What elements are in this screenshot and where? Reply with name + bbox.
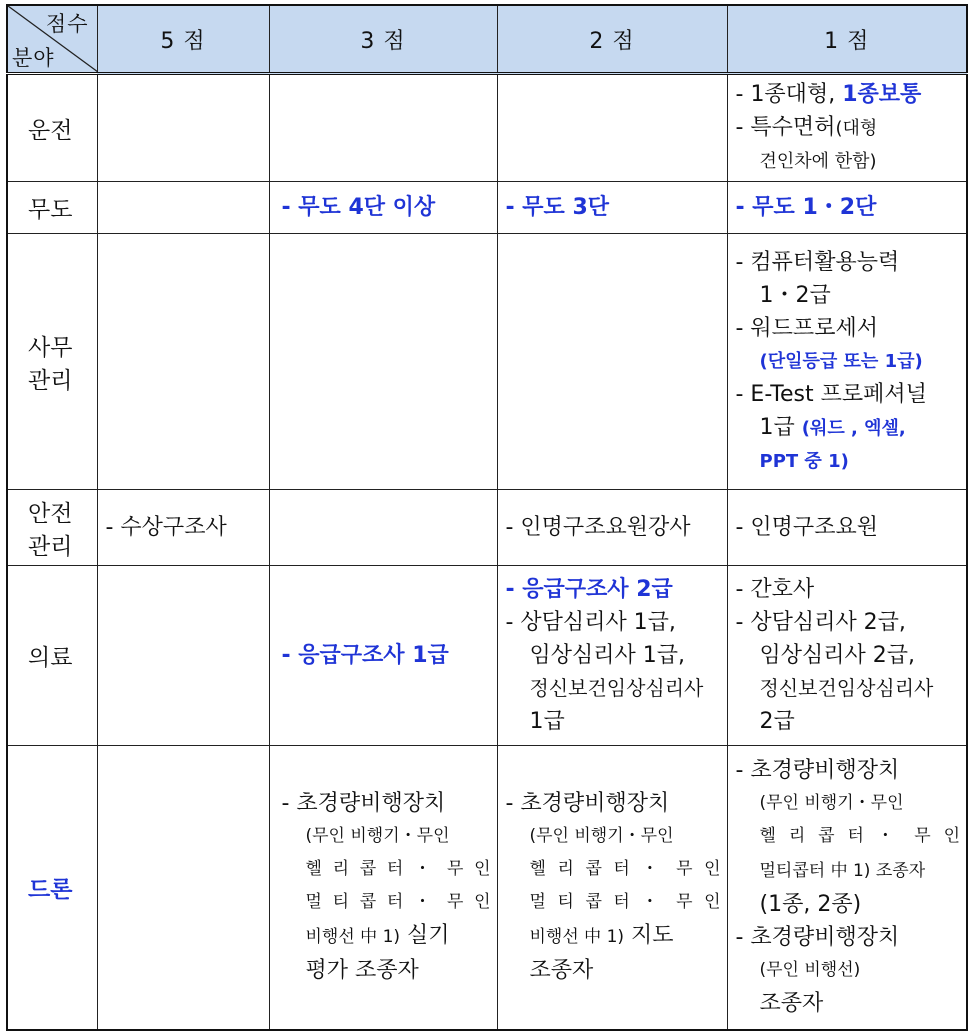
cell-safety-1: - 인명구조요원 bbox=[727, 490, 967, 566]
special-license: - 특수면허 bbox=[735, 115, 836, 140]
word-processor-note: (단일등급 또는 1급) bbox=[759, 350, 923, 372]
cell-martial-3: - 무도 4단 이상 bbox=[269, 182, 497, 234]
dash: - bbox=[735, 82, 751, 107]
cell-office-2 bbox=[497, 234, 727, 490]
etest-grade: 1급 bbox=[759, 414, 795, 440]
drone-types-2: 헬 리 콥 터 ・ 무 인 bbox=[759, 826, 960, 847]
field-office-2: 관리 bbox=[28, 367, 73, 394]
cell-medical-3: - 응급구조사 1급 bbox=[269, 566, 497, 746]
cell-office-3 bbox=[269, 234, 497, 490]
cell-safety-3 bbox=[269, 490, 497, 566]
row-medical bbox=[7, 566, 967, 746]
drone-types-1: (무인 비행기・무인 bbox=[305, 826, 450, 847]
ultralight-device: - 초경량비행장치 bbox=[735, 758, 900, 784]
license-1-normal: 1종보통 bbox=[842, 82, 922, 107]
ultralight-device: - 초경량비행장치 bbox=[281, 791, 446, 817]
cell-martial-2: - 무도 3단 bbox=[497, 182, 727, 234]
computer-skill-grade: 1・2급 bbox=[759, 282, 831, 308]
drone-types-4: 비행선 中 1) bbox=[529, 927, 625, 948]
field-medical: 의료 bbox=[7, 566, 97, 746]
ultralight-device: - 초경량비행장치 bbox=[505, 791, 670, 817]
cell-martial-1: - 무도 1・2단 bbox=[727, 182, 967, 234]
corner-score-label: 점수 bbox=[45, 12, 89, 36]
cell-driving-2 bbox=[497, 74, 727, 182]
corner-field-label: 분야 bbox=[12, 46, 55, 70]
col-header-1: 1 점 bbox=[727, 5, 967, 74]
special-license-note-cont: 견인차에 한함) bbox=[759, 151, 877, 172]
row-safety bbox=[7, 490, 967, 566]
field-drone: 드론 bbox=[7, 746, 97, 1030]
field-driving: 운전 bbox=[7, 74, 97, 182]
row-office bbox=[7, 234, 967, 490]
operator-2: 조종자 bbox=[759, 991, 824, 1017]
emt-grade2: - 응급구조사 2급 bbox=[505, 577, 673, 602]
corner-cell bbox=[7, 5, 97, 74]
drone-types-2: 헬 리 콥 터 ・ 무 인 bbox=[305, 859, 491, 880]
col-header-2: 2 점 bbox=[497, 5, 727, 74]
cell-safety-5: - 수상구조사 bbox=[97, 490, 269, 566]
field-office-1: 사무 bbox=[28, 334, 73, 361]
drone-types-3: 멀 티 콥 터 ・ 무 인 bbox=[305, 892, 491, 913]
cell-driving-3 bbox=[269, 74, 497, 182]
cell-driving-5 bbox=[97, 74, 269, 182]
clinical-psych-2: 임상심리사 2급, bbox=[759, 643, 915, 668]
cell-drone-2 bbox=[497, 746, 727, 1030]
special-license-note: (대형 bbox=[835, 118, 878, 139]
cell-medical-5 bbox=[97, 566, 269, 746]
cell-office-1 bbox=[727, 234, 967, 490]
drone-types-3: 멀 티 콥 터 ・ 무 인 bbox=[529, 892, 721, 913]
clinical-psych-1: 임상심리사 1급, bbox=[529, 643, 685, 668]
mental-health-grade1: 1급 bbox=[529, 709, 565, 734]
cell-driving-1 bbox=[727, 74, 967, 182]
operator: 조종자 bbox=[529, 958, 594, 984]
header-row bbox=[7, 5, 967, 74]
col-header-5: 5 점 bbox=[97, 5, 269, 74]
cell-medical-2 bbox=[497, 566, 727, 746]
mental-health-grade2: 2급 bbox=[759, 709, 795, 734]
cell-drone-3 bbox=[269, 746, 497, 1030]
col-header-3: 3 점 bbox=[269, 5, 497, 74]
field-martial: 무도 bbox=[7, 182, 97, 234]
drone-types-1: (무인 비행기・무인 bbox=[529, 826, 674, 847]
field-safety-1: 안전 bbox=[28, 500, 73, 527]
cell-medical-1 bbox=[727, 566, 967, 746]
counselor-2: - 상담심리사 2급, bbox=[735, 610, 906, 635]
row-martial bbox=[7, 182, 967, 234]
cell-safety-2: - 인명구조요원강사 bbox=[497, 490, 727, 566]
cell-drone-5 bbox=[97, 746, 269, 1030]
instructor: 지도 bbox=[624, 923, 674, 949]
field-safety bbox=[7, 490, 97, 566]
cell-office-5 bbox=[97, 234, 269, 490]
etest-note-cont: PPT 중 1) bbox=[759, 450, 849, 472]
drone-types-2: 헬 리 콥 터 ・ 무 인 bbox=[529, 859, 721, 880]
mental-health-psych: 정신보건임상심리사 bbox=[529, 676, 704, 700]
etest-note: (워드 , 엑셀, bbox=[801, 417, 906, 439]
class-1-2: (1종, 2종) bbox=[759, 892, 862, 918]
nurse: - 간호사 bbox=[735, 577, 815, 602]
row-driving bbox=[7, 74, 967, 182]
cell-drone-1 bbox=[727, 746, 967, 1030]
score-table bbox=[6, 4, 968, 1031]
drone-types-4: 비행선 中 1) bbox=[305, 927, 401, 948]
cell-martial-5 bbox=[97, 182, 269, 234]
counselor-1: - 상담심리사 1급, bbox=[505, 610, 676, 635]
etest: - E-Test 프로페셔널 bbox=[735, 381, 927, 407]
ultralight-device-2: - 초경량비행장치 bbox=[735, 925, 900, 951]
mental-health-psych-2: 정신보건임상심리사 bbox=[759, 676, 934, 700]
operator: 조종자 bbox=[870, 861, 926, 882]
computer-skill: - 컴퓨터활용능력 bbox=[735, 249, 900, 275]
word-processor: - 워드프로세서 bbox=[735, 315, 878, 341]
row-drone bbox=[7, 746, 967, 1030]
drone-types-1: (무인 비행기・무인 bbox=[759, 793, 904, 814]
license-1-large: 1종대형, bbox=[750, 82, 843, 107]
eval-operator: 평가 조종자 bbox=[305, 958, 419, 984]
field-office bbox=[7, 234, 97, 490]
unmanned-airship: (무인 비행선) bbox=[759, 960, 861, 981]
practical: 실기 bbox=[400, 923, 450, 949]
field-safety-2: 관리 bbox=[28, 533, 73, 560]
drone-types-3: 멀티콥터 中 1) bbox=[759, 861, 871, 882]
